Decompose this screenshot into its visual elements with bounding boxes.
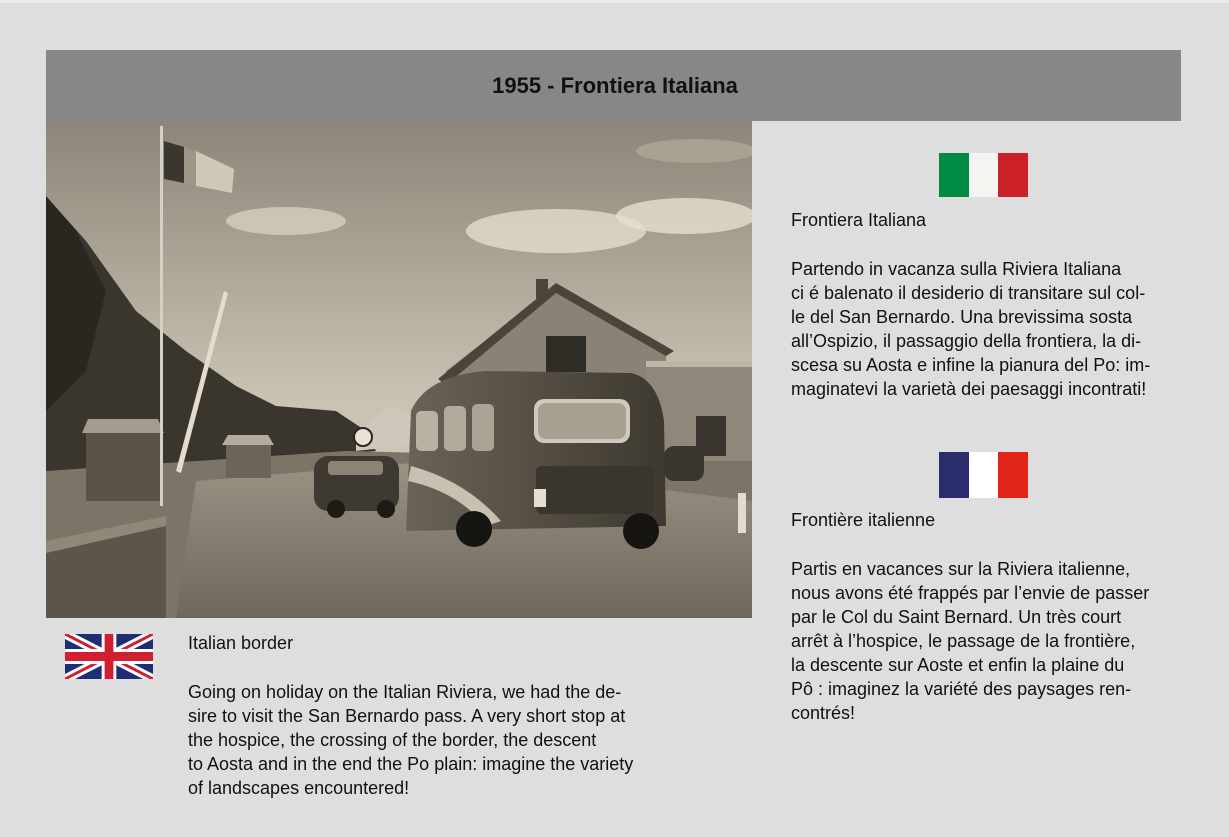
france-flag-icon [939,452,1028,498]
italian-section-title: Frontiera Italiana [791,210,927,230]
title-bar [46,50,1181,121]
english-line: sire to visit the San Bernardo pass. A very short stop at [188,706,626,726]
page-title: 1955 - Frontiera Italiana [492,72,738,98]
italian-line: le del San Bernardo. Una brevissima sosta [791,307,1133,327]
french-line: nous avons été frappés par l’envie de passer [791,583,1150,603]
italian-line: Partendo in vacanza sulla Riviera Italiana [791,259,1122,279]
french-line: arrêt à l’hospice, le passage de la frontière, [791,631,1136,651]
italian-line: maginatevi la varietà dei paesaggi incontrati! [791,379,1147,399]
english-section-title: Italian border [188,633,294,653]
french-line: Partis en vacances sur la Riviera italienne, [791,559,1131,579]
english-line: to Aosta and in the end the Po plain: imagine the variety [188,754,634,774]
italian-line: ci é balenato il desiderio di transitare sul col- [791,283,1146,303]
photo-illustration [46,121,752,618]
english-line: the hospice, the crossing of the border, the descent [188,730,597,750]
top-border [0,0,1229,3]
italian-line: scesa su Aosta e infine la pianura del Po: im- [791,355,1151,375]
french-section-title: Frontière italienne [791,510,936,530]
french-line: la descente sur Aoste et enfin la plaine du [791,655,1125,675]
historic-photo [46,121,752,618]
italy-flag-icon [939,153,1028,197]
italian-paragraph [791,257,1181,401]
french-line: Pô : imaginez la variété des paysages ren- [791,679,1132,699]
uk-flag-icon [65,634,153,679]
english-paragraph [188,680,678,800]
italian-line: all’Ospizio, il passaggio della frontiera, la di- [791,331,1142,351]
french-line: par le Col du Saint Bernard. Un très court [791,607,1122,627]
french-paragraph [791,557,1181,725]
english-line: of landscapes encountered! [188,778,410,798]
english-line: Going on holiday on the Italian Riviera, we had the de- [188,682,622,702]
french-line: contrés! [791,703,856,723]
